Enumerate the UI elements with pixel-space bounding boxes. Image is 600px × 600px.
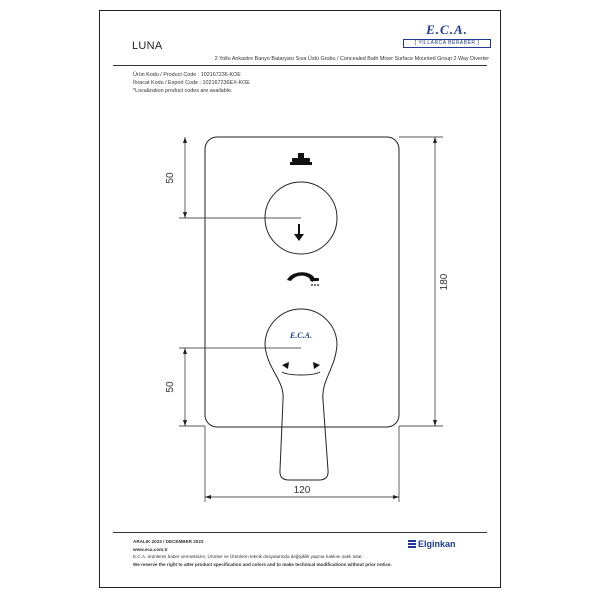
bathtub-icon [290, 153, 312, 165]
elginkan-text: Elginkan [418, 539, 456, 549]
dim-top: 50 [165, 172, 176, 184]
dim-width: 120 [293, 485, 311, 496]
mixer-plate-outline [205, 137, 399, 427]
footer-notice-tr: E.C.A. ürünlerini haber vermeksizin, Ürünler ve Ürünlerin teknik dosyalarında değişiklik yapma hakkını saklı tutar. [133, 554, 363, 559]
dim-height: 180 [439, 273, 450, 291]
temperature-arrows-icon [282, 362, 320, 369]
footer-notes [133, 538, 392, 568]
product-subtitle: 2 Yollu Ankastre Banyo Bataryası Sıva Üstü Grubu / Concealed Bath Mixer Surface Mounted Group 2 Way Diverter [214, 56, 489, 62]
technical-drawing [99, 120, 501, 520]
product-code: Ürün Kodu / Product Code : 102167236-KOE [133, 72, 241, 78]
footer-website: www.eca.com.tr [133, 546, 168, 552]
eca-logo-tagline: [ YILLARCA BERABER ] [403, 39, 491, 48]
header-rule [113, 65, 487, 66]
product-codes [133, 71, 250, 95]
shower-head-icon [287, 272, 319, 286]
footer-date: ARALIK 2023 / DECEMBER 2023 [133, 539, 204, 544]
product-title: LUNA [132, 40, 163, 52]
footer-rule [113, 532, 487, 533]
footer-notice-en: We reserve the right to alter product specification and colors and to make technical modifications without prior notice. [133, 561, 392, 567]
elginkan-logo [408, 539, 456, 549]
handle-logo: E.C.A. [289, 331, 313, 340]
localization-note: *Localization product codes are available. [133, 88, 233, 94]
eca-logo-mark: E.C.A. [426, 22, 468, 37]
elginkan-icon [408, 540, 416, 548]
lever-handle-ridge [282, 372, 320, 375]
down-arrow-icon [294, 224, 304, 241]
dim-bottom: 50 [165, 381, 176, 393]
eca-logo [403, 23, 491, 49]
export-code: İhracat Kodu / Export Code : 102167236EX-KOE [133, 80, 250, 86]
